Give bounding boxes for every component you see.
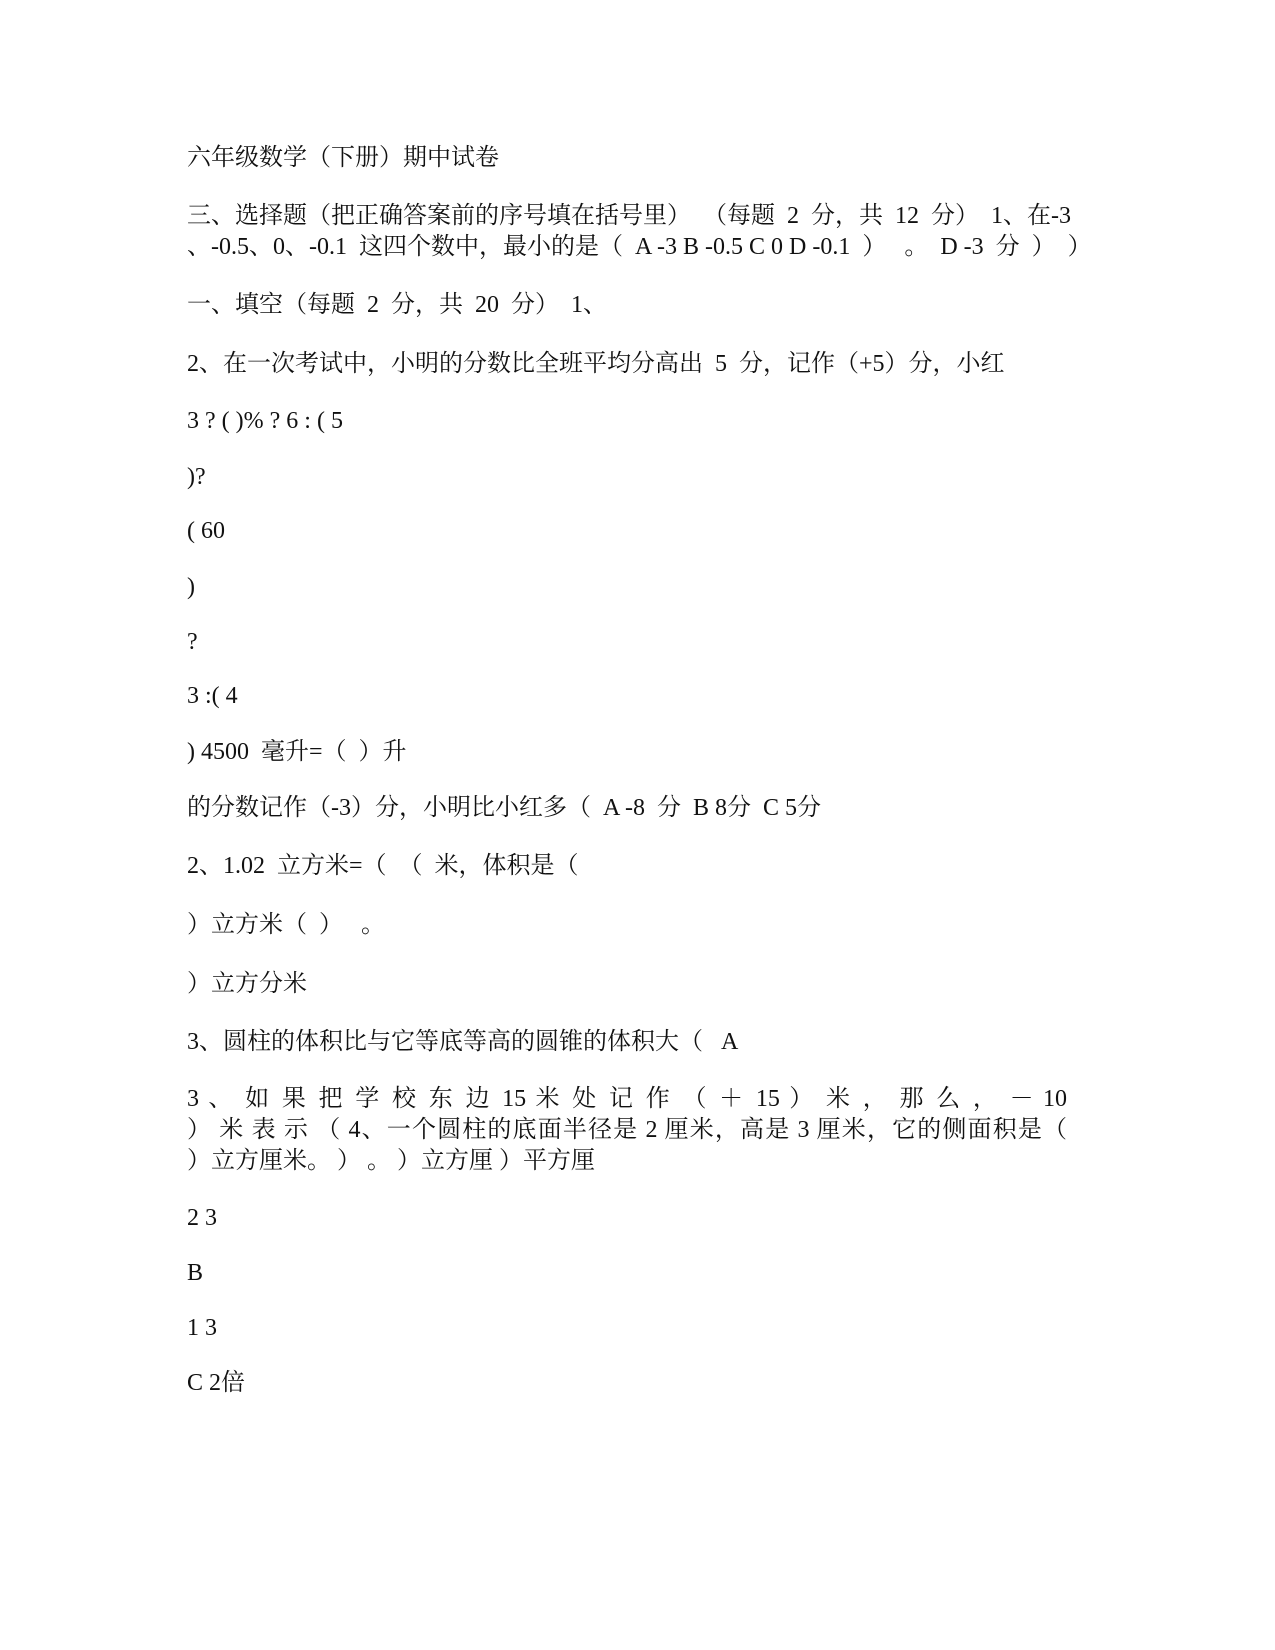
- question-3-line-2: ） 米 表 示 （ 4、一个圆柱的底面半径是 2 厘米，高是 3 厘米，它的侧面积是（: [187, 1117, 1067, 1143]
- text-fragment: ( 60: [187, 518, 225, 544]
- choice-section-heading: [187, 201, 1107, 263]
- text-fragment: B: [187, 1260, 204, 1286]
- text-fragment: 3 ? ( )% ? 6 : ( 5: [187, 408, 343, 434]
- text-fragment: 2、1.02 立方米=（ （ 米，体积是（: [187, 853, 579, 879]
- text-fragment: ）立方分米: [187, 971, 307, 997]
- question-3-line-3: ）立方厘米。 ） 。 ）立方厘 ）平方厘: [187, 1148, 595, 1174]
- question-3-line-1: 3 、 如 果 把 学 校 东 边 15 米 处 记 作 （ ＋ 15 ） 米 ， 那 么 ， － 10: [187, 1086, 1067, 1112]
- question-3-block: [187, 1084, 1067, 1177]
- text-fragment: ) 4500 毫升=（ ）升: [187, 739, 407, 765]
- text-fragment: ）立方米（ ） 。: [187, 912, 385, 938]
- fill-section-heading: 一、填空（每题 2 分，共 20 分） 1、: [187, 292, 607, 318]
- text-fragment: 3 :( 4: [187, 683, 238, 709]
- text-fragment: ): [187, 574, 195, 600]
- text-fragment: )?: [187, 464, 206, 490]
- text-fragment: 2 3: [187, 1205, 217, 1231]
- document-title: 六年级数学（下册）期中试卷: [187, 145, 499, 171]
- choice-section-line-2: 、-0.5、0、-0.1 这四个数中，最小的是（ A -3 B -0.5 C 0 D -0.1 ） 。 D -3 分 ） ）: [187, 234, 1092, 260]
- text-fragment: ?: [187, 629, 198, 655]
- text-fragment: 3、圆柱的体积比与它等底等高的圆锥的体积大（ A: [187, 1029, 739, 1055]
- text-fragment: 1 3: [187, 1315, 217, 1341]
- text-fragment: C 2倍: [187, 1370, 246, 1396]
- question-2-line: 2、在一次考试中，小明的分数比全班平均分高出 5 分，记作（+5）分，小红: [187, 351, 1005, 377]
- choice-section-line-1: 三、选择题（把正确答案前的序号填在括号里） （每题 2 分，共 12 分） 1、在-3: [187, 203, 1071, 229]
- text-fragment: 的分数记作（-3）分，小明比小红多（ A -8 分 B 8分 C 5分: [187, 795, 822, 821]
